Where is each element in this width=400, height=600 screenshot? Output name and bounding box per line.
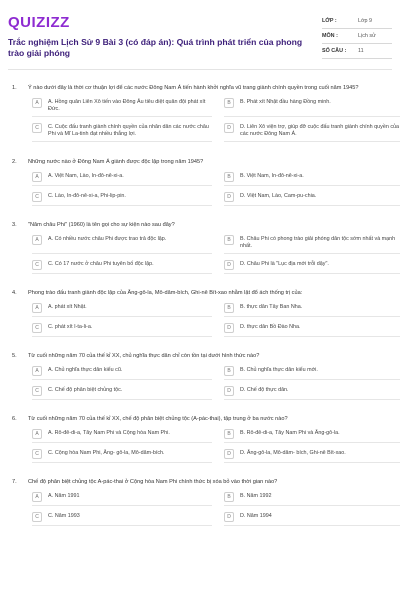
question-head — [8, 221, 392, 229]
header-divider — [8, 69, 392, 70]
answer-option-c[interactable] — [32, 386, 212, 400]
question-item — [8, 289, 392, 337]
meta-value: Lớp 9 — [358, 18, 373, 24]
option-text: A. Năm 1991 — [48, 493, 80, 499]
meta-row — [322, 29, 392, 44]
answer-option-b[interactable] — [224, 235, 400, 254]
question-text: Chế độ phân biệt chủng tộc A-pác-thai ở Cộng hòa Nam Phi chính thức bị xóa bỏ vào thời gian nào? — [28, 479, 278, 485]
header-left — [8, 14, 308, 59]
option-letter-box: C — [32, 260, 42, 270]
option-letter-box: C — [32, 512, 42, 522]
worksheet-meta — [322, 14, 392, 59]
option-text: A. Hồng quân Liên Xô tiến vào Đông Âu tiêu diệt quân đội phát xít Đức. — [48, 99, 206, 112]
option-text: C. Lào, In-đô-nê-xi-a, Phi-lip-pin. — [48, 193, 126, 199]
quizizz-logo: QUIZIZZ — [8, 14, 70, 31]
answer-option-a[interactable] — [32, 172, 212, 186]
option-text: D. Việt Nam, Lào, Cam-pu-chia. — [240, 193, 317, 199]
option-text: D. Châu Phi là "Lục địa mới trỗi dậy". — [240, 261, 329, 267]
option-letter-box: D — [224, 192, 234, 202]
option-text: A. Rô-đê-di-a, Tây Nam Phi và Cộng hòa Nam Phi. — [48, 430, 170, 436]
option-letter-box: A — [32, 98, 42, 108]
answer-option-c[interactable] — [32, 512, 212, 526]
option-text: B. Chủ nghĩa thực dân kiểu mới. — [240, 367, 318, 373]
option-letter-box: D — [224, 386, 234, 396]
answer-option-d[interactable] — [224, 123, 400, 142]
option-letter-box: D — [224, 260, 234, 270]
option-text: B. thực dân Tây Ban Nha. — [240, 304, 303, 310]
question-head — [8, 158, 392, 166]
option-text: C. Cuộc đấu tranh giành chính quyền của nhân dân các nước châu Phi và Mĩ La-tinh đạt nhiều thắng lợi. — [48, 124, 209, 137]
option-letter-box: C — [32, 386, 42, 396]
question-text: Từ cuối những năm 70 của thế kỉ XX, chế độ phân biệt chủng tộc (A-pác-thai), tập trung ở ba nước nào? — [28, 416, 288, 422]
option-text: D. Năm 1994 — [240, 513, 272, 519]
meta-label: SỐ CÂU : — [322, 48, 347, 54]
question-list — [8, 84, 400, 526]
option-text: B. Năm 1992 — [240, 493, 272, 499]
answer-option-d[interactable] — [224, 192, 400, 206]
option-letter-box: A — [32, 492, 42, 502]
answer-option-d[interactable] — [224, 323, 400, 337]
option-letter-box: B — [224, 235, 234, 245]
option-text: D. Ăng-gô-la, Mô-dăm- bích, Ghi-nê Bít-xao. — [240, 450, 346, 456]
option-letter-box: B — [224, 303, 234, 313]
answer-options — [32, 172, 392, 206]
option-text: D. Liên Xô viện trợ, giúp đỡ cuộc đấu tranh giành chính quyền của các nước Đông Nam Á. — [240, 124, 400, 137]
option-letter-box: D — [224, 323, 234, 333]
answer-option-b[interactable] — [224, 98, 400, 117]
option-letter-box: C — [32, 192, 42, 202]
option-letter-box: B — [224, 98, 234, 108]
question-number: 3. — [12, 222, 17, 228]
question-item — [8, 352, 392, 400]
option-text: D. Chế độ thực dân. — [240, 387, 289, 393]
answer-options — [32, 235, 396, 274]
answer-option-a[interactable] — [32, 303, 212, 317]
answer-option-a[interactable] — [32, 98, 212, 117]
option-letter-box: B — [224, 492, 234, 502]
question-text: Những nước nào ở Đông Nam Á giành được độc lập trong năm 1945? — [28, 159, 204, 165]
option-letter-box: A — [32, 235, 42, 245]
option-letter-box: D — [224, 449, 234, 459]
meta-value: 11 — [358, 48, 364, 54]
question-item — [8, 415, 392, 463]
answer-options — [32, 492, 392, 526]
answer-option-a[interactable] — [32, 429, 212, 443]
answer-option-c[interactable] — [32, 323, 212, 337]
question-item — [8, 158, 392, 206]
answer-option-b[interactable] — [224, 303, 400, 317]
question-text: Ý nào dưới đây là thời cơ thuận lợi để các nước Đông Nam Á tiến hành khởi nghĩa vũ trang giành chính quyền trong cuối năm 1945? — [28, 85, 359, 91]
answer-options — [32, 303, 392, 337]
question-number: 5. — [12, 353, 17, 359]
question-number: 7. — [12, 479, 17, 485]
option-text: A. Có nhiều nước châu Phi được trao trả độc lập. — [48, 236, 167, 242]
option-text: C. Năm 1993 — [48, 513, 80, 519]
option-letter-box: D — [224, 512, 234, 522]
option-letter-box: A — [32, 303, 42, 313]
option-letter-box: B — [224, 172, 234, 182]
answer-option-d[interactable] — [224, 386, 400, 400]
question-head — [8, 478, 392, 486]
question-head — [8, 352, 392, 360]
answer-options — [32, 98, 400, 142]
option-text: C. Cộng hòa Nam Phi, Ăng- gô-la, Mô-dăm-bích. — [48, 450, 165, 456]
answer-option-a[interactable] — [32, 235, 212, 254]
question-head — [8, 289, 392, 297]
question-item — [8, 84, 400, 142]
answer-option-a[interactable] — [32, 492, 212, 506]
option-letter-box: C — [32, 449, 42, 459]
option-text: B. Rô-đê-di-a, Tây Nam Phi và Ăng-gô-la. — [240, 430, 340, 436]
option-text: C. Có 17 nước ở châu Phi tuyên bố độc lập. — [48, 261, 154, 267]
answer-option-d[interactable] — [224, 512, 400, 526]
answer-option-a[interactable] — [32, 366, 212, 380]
option-text: A. Chủ nghĩa thực dân kiểu cũ. — [48, 367, 123, 373]
answer-option-d[interactable] — [224, 260, 400, 274]
question-number: 1. — [12, 85, 17, 91]
option-text: D. thực dân Bồ Đào Nha. — [240, 324, 301, 330]
option-letter-box: C — [32, 323, 42, 333]
option-letter-box: C — [32, 123, 42, 133]
option-text: B. Châu Phi có phong trào giải phóng dân tộc sớm nhất và mạnh nhất. — [240, 236, 396, 249]
meta-row — [322, 14, 392, 29]
answer-option-c[interactable] — [32, 123, 212, 142]
option-text: A. phát xít Nhật. — [48, 304, 87, 310]
meta-label: LỚP : — [322, 18, 337, 24]
question-head — [8, 84, 392, 92]
option-text: A. Việt Nam, Lào, In-đô-nê-xi-a. — [48, 173, 124, 179]
answer-options — [32, 429, 392, 463]
answer-option-c[interactable] — [32, 449, 212, 463]
meta-label: MÔN : — [322, 33, 338, 39]
option-letter-box: D — [224, 123, 234, 133]
worksheet-header — [8, 0, 392, 59]
question-number: 2. — [12, 159, 17, 165]
option-text: C. Chế độ phân biệt chủng tộc. — [48, 387, 123, 393]
answer-options — [32, 366, 392, 400]
option-text: C. phát xít I-ta-li-a. — [48, 324, 93, 330]
question-item — [8, 221, 396, 274]
question-text: Phong trào đấu tranh giành độc lập của Ăng-gô-la, Mô-dăm-bích, Ghi-nê Bít-xao nhằm lật đổ ách thống trị của: — [28, 290, 303, 296]
worksheet-title: Trắc nghiệm Lịch Sử 9 Bài 3 (có đáp án): Quá trình phát triển của phong trào giải phóng — [8, 37, 303, 58]
answer-option-c[interactable] — [32, 260, 212, 274]
answer-option-c[interactable] — [32, 192, 212, 206]
answer-option-b[interactable] — [224, 366, 400, 380]
option-text: B. Việt Nam, In-đô-nê-xi-a. — [240, 173, 304, 179]
question-item — [8, 478, 392, 526]
question-text: Từ cuối những năm 70 của thế kỉ XX, chủ nghĩa thực dân chỉ còn tồn tại dưới hình thức nào? — [28, 353, 260, 359]
question-number: 6. — [12, 416, 17, 422]
option-text: B. Phát xít Nhật đầu hàng Đồng minh. — [240, 99, 331, 105]
answer-option-b[interactable] — [224, 492, 400, 506]
option-letter-box: A — [32, 429, 42, 439]
meta-row — [322, 44, 392, 59]
option-letter-box: A — [32, 172, 42, 182]
option-letter-box: A — [32, 366, 42, 376]
question-number: 4. — [12, 290, 17, 296]
question-text: "Năm châu Phi" (1960) là tên gọi cho sự kiện nào sau đây? — [28, 222, 175, 228]
question-head — [8, 415, 392, 423]
option-letter-box: B — [224, 366, 234, 376]
option-letter-box: B — [224, 429, 234, 439]
answer-option-d[interactable] — [224, 449, 400, 463]
answer-option-b[interactable] — [224, 172, 400, 186]
meta-value: Lịch sử — [358, 33, 376, 39]
answer-option-b[interactable] — [224, 429, 400, 443]
